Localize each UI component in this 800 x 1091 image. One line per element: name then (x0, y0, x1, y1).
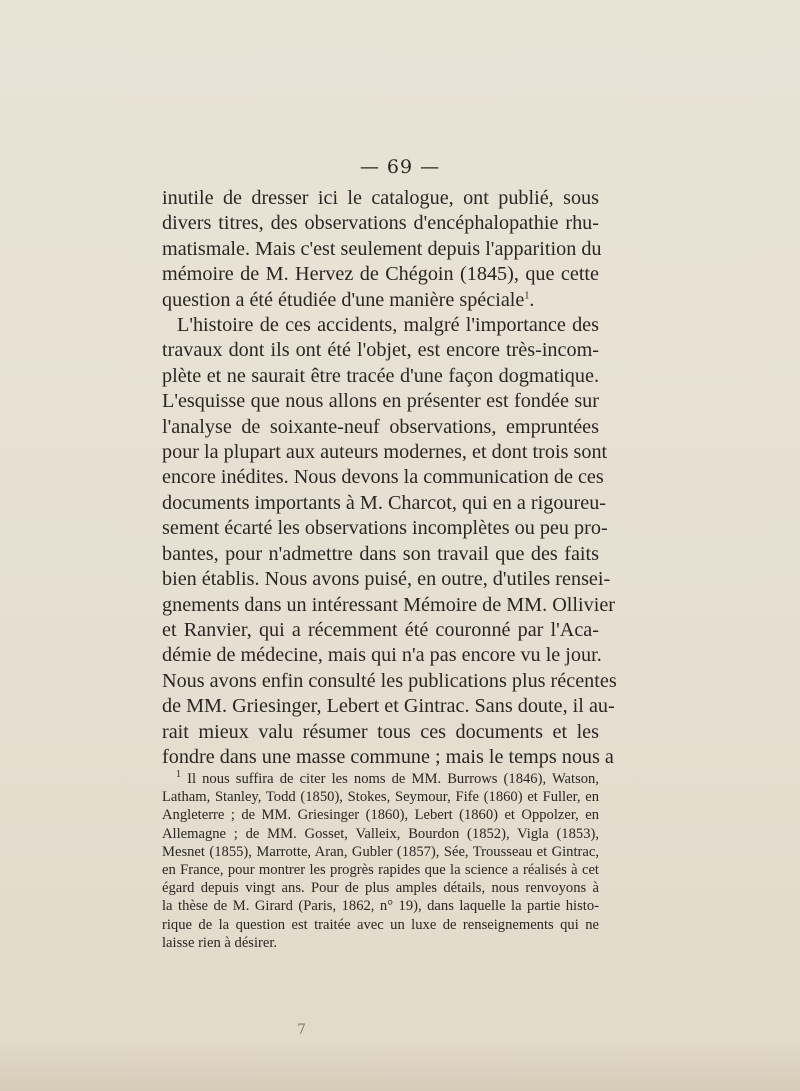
body-line: mémoire de M. Hervez de Chégoin (1845), que cette (162, 263, 599, 286)
footnote-line: égard depuis vingt ans. Pour de plus amples détails, nous renvoyons à (162, 880, 599, 897)
body-line: divers titres, des observations d'encéphalopathie rhu- (162, 212, 599, 235)
footnote-first-line (162, 770, 599, 788)
body-line: travaux dont ils ont été l'objet, est encore très-incom- (162, 339, 599, 362)
body-line: matismale. Mais c'est seulement depuis l'apparition du (162, 237, 602, 260)
body-line: L'histoire de ces accidents, malgré l'importance des (177, 314, 599, 337)
body-line: sement écarté les observations incomplètes ou peu pro- (162, 517, 608, 540)
body-line: de MM. Griesinger, Lebert et Gintrac. Sans doute, il au- (162, 695, 615, 718)
footnote-line: Allemagne ; de MM. Gosset, Valleix, Bourdon (1852), Vigla (1853), (162, 825, 599, 842)
footnote-reference: 1 (524, 289, 530, 301)
body-line: et Ranvier, qui a récemment été couronné par l'Aca- (162, 618, 599, 641)
body-line: pour la plupart aux auteurs modernes, et dont trois sont (162, 441, 608, 464)
body-line: plète et ne saurait être tracée d'une façon dogmatique. (162, 364, 599, 387)
body-line: gnements dans un intéressant Mémoire de MM. Ollivier (162, 593, 616, 616)
footnote-line: Il nous suffira de citer les noms de MM. Burrows (1846), Watson, (187, 771, 600, 787)
body-line: inutile de dresser ici le catalogue, ont publié, sous (162, 187, 599, 209)
body-line: documents importants à M. Charcot, qui en a rigoureu- (162, 491, 607, 514)
body-line: fondre dans une masse commune ; mais le temps nous a (162, 745, 614, 768)
footnote-line: Mesnet (1855), Marrotte, Aran, Gubler (1857), Sée, Trousseau et Gintrac, (162, 843, 599, 860)
page-number: — 69 — (359, 156, 441, 178)
body-line: l'analyse de soixante-neuf observations, empruntées (162, 415, 599, 438)
body-line: Nous avons enfin consulté les publications plus récentes (162, 669, 617, 692)
footnote (162, 770, 599, 952)
footnote-line: rique de la question est traitée avec un luxe de renseignements qui ne (162, 916, 599, 933)
footnote-line: Angleterre ; de MM. Griesinger (1860), Lebert (1860) et Oppolzer, en (162, 807, 599, 824)
footnote-line: la thèse de M. Girard (Paris, 1862, n° 19), dans laquelle la partie histo- (162, 898, 599, 915)
body-line: démie de médecine, mais qui n'a pas encore vu le jour. (162, 644, 602, 667)
footnote-marker: 1 (176, 769, 181, 781)
body-line: bantes, pour n'admettre dans son travail que des faits (162, 542, 599, 565)
footnote-line: en France, pour montrer les progrès rapides que la science a réalisés à cet (162, 862, 599, 879)
body-line: question a été étudiée d'une manière spéciale (162, 288, 525, 311)
footnote-line: laisse rien à désirer. (162, 934, 278, 951)
page-bottom-edge (0, 1040, 800, 1091)
main-body-text (162, 186, 617, 770)
footnote-line: Latham, Stanley, Todd (1850), Stokes, Seymour, Fife (1860) et Fuller, en (162, 789, 599, 806)
body-line: L'esquisse que nous allons en présenter est fondée sur (162, 390, 599, 413)
body-line: rait mieux valu résumer tous ces documents et les (162, 720, 599, 743)
body-line: encore inédites. Nous devons la communication de ces (162, 466, 604, 489)
bottom-mark: 7 (297, 1022, 306, 1038)
body-line-with-footnote-ref: question a été étudiée d'une manière spéciale$^1$. (162, 288, 535, 311)
body-line: bien établis. Nous avons puisé, en outre, d'utiles rensei- (162, 568, 611, 591)
